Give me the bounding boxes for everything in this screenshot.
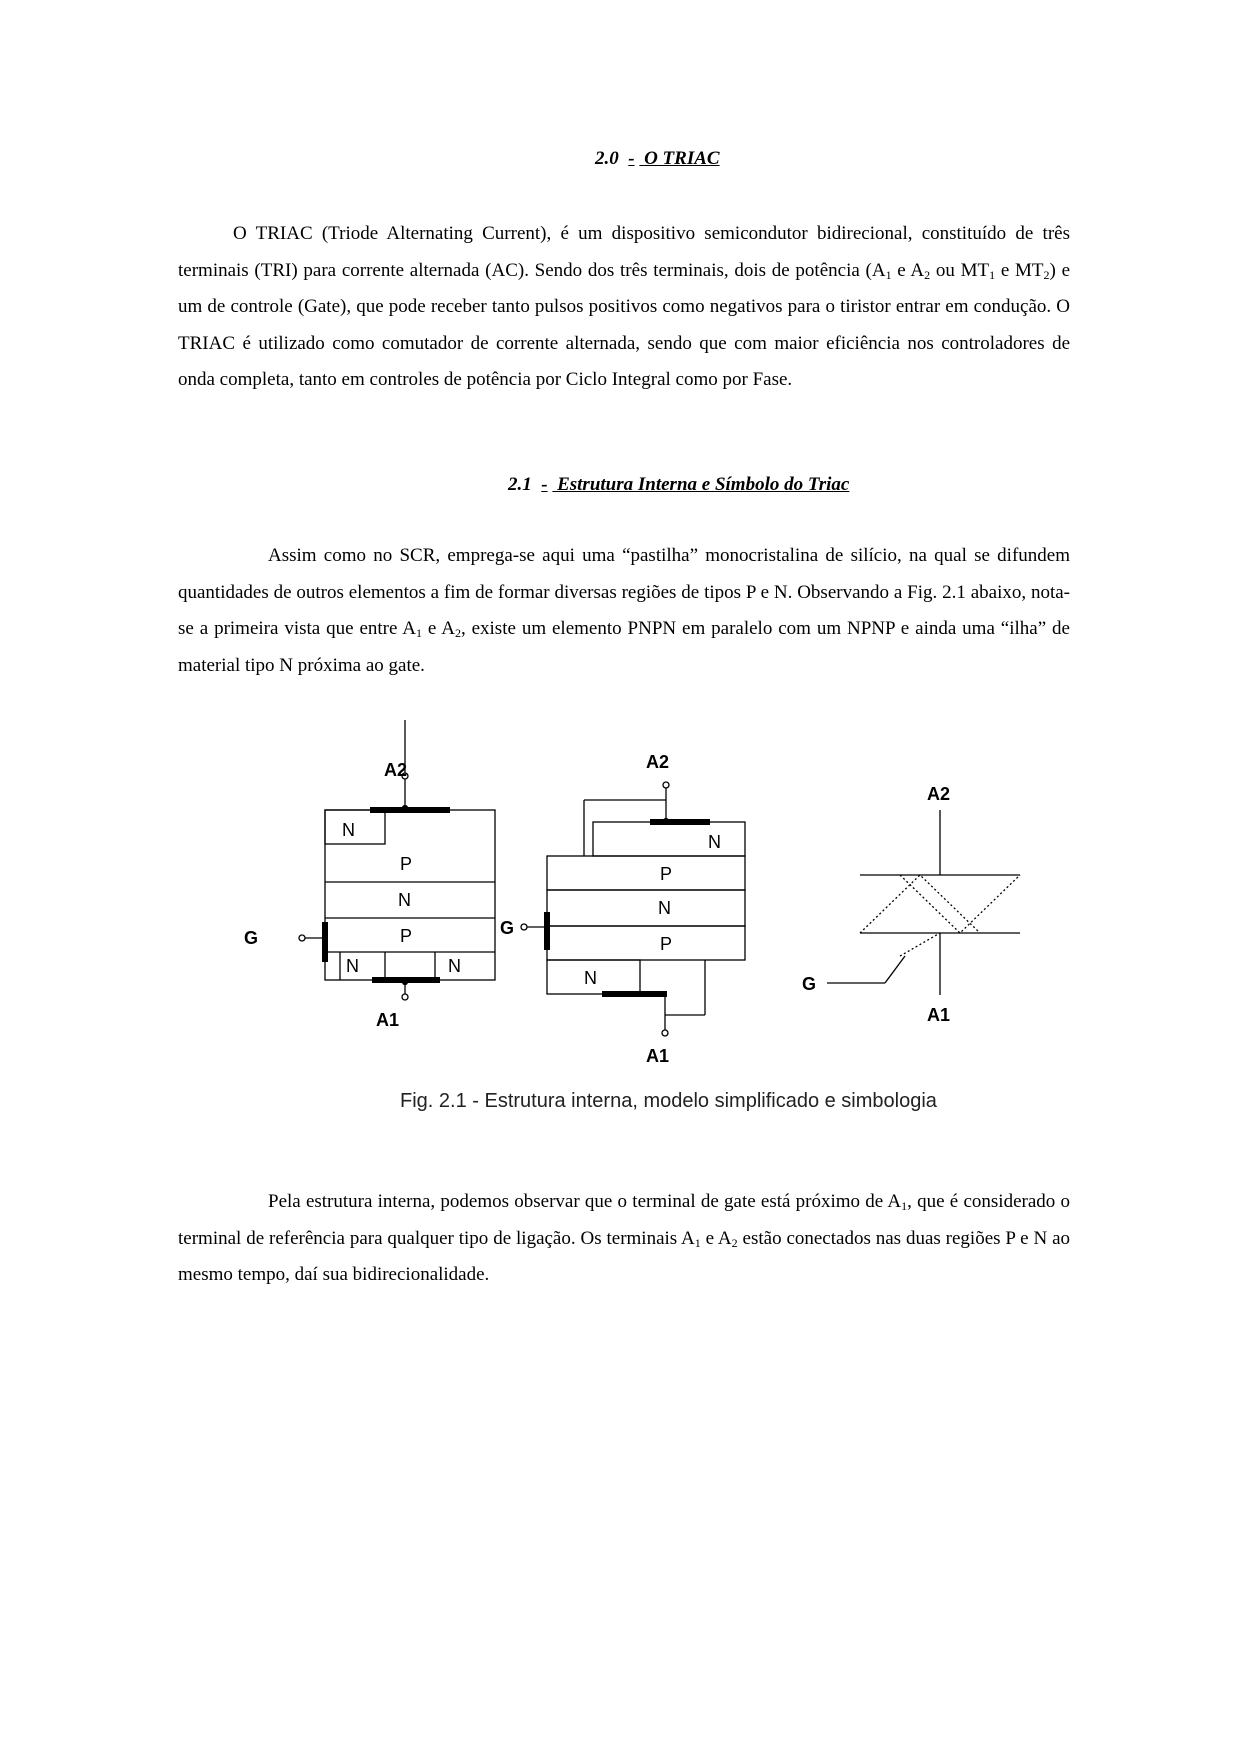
section-heading-2-1 — [508, 474, 849, 496]
triac-diagram — [244, 720, 1020, 1080]
n-island-top — [325, 810, 385, 844]
paragraph-triac-intro: O TRIAC (Triode Alternating Current), é um dispositivo semicondutor bidirecional, constituído de três terminais (TRI) para corrente alternada (AC). Sendo dos três terminais, dois de potência ($A_1$ e $A_2$ ou $MT_1$ e $MT_2$) e um de controle (Gate), que pode receber tanto pulsos positivos como negativos para o tiristor entrar em condução. O TRIAC é utilizado como comutador de corrente alternada, sendo que com maior eficiência nos controladores de onda completa, tanto em controles de potência por Ciclo Integral como por Fase. — [178, 223, 1071, 390]
section-number: 2.0 — [595, 148, 619, 169]
label-n: N — [346, 956, 359, 976]
label-g: G — [244, 928, 259, 948]
label-g: G — [802, 974, 817, 994]
label-a1: A1 — [927, 1005, 951, 1025]
label-p: P — [660, 864, 673, 884]
section-dash: - — [628, 148, 635, 169]
label-n: N — [342, 820, 355, 840]
label-p: P — [660, 934, 673, 954]
figure-2-1 — [244, 720, 1020, 1120]
label-n: N — [658, 898, 671, 918]
section-dash: - — [541, 474, 548, 495]
n-island-top — [593, 822, 745, 856]
label-a2: A2 — [384, 760, 408, 780]
paragraph-estrutura: Assim como no SCR, emprega-se aqui uma “pastilha” monocristalina de silício, na qual se difundem quantidades de outros elementos a fim de formar diversas regiões de tipos P e N. Observando a Fig. 2.1 abaixo, nota-se a primeira vista que entre $A_1$ e $A_2$, existe um elemento PNPN em paralelo com um NPNP e ainda uma “ilha” de material tipo N próxima ao gate. — [178, 545, 1070, 676]
triac-symbol-labels — [802, 784, 950, 1025]
section-title: Estrutura Interna e Símbolo do Triac — [557, 474, 850, 495]
label-p: P — [400, 854, 413, 874]
label-n: N — [398, 890, 411, 910]
label-n: N — [708, 832, 721, 852]
label-n: N — [448, 956, 461, 976]
label-a1: A1 — [376, 1010, 400, 1030]
label-a2: A2 — [646, 752, 670, 772]
label-a1: A1 — [646, 1046, 670, 1066]
section-title: O TRIAC — [644, 148, 720, 169]
figure-caption: Fig. 2.1 - Estrutura interna, modelo simplificado e simbologia — [400, 1090, 937, 1112]
section-number: 2.1 — [508, 474, 532, 495]
triac-symbol — [827, 810, 1020, 995]
label-g: G — [500, 918, 515, 938]
section-heading-2-0 — [595, 148, 720, 170]
internal-structure-labels — [244, 760, 461, 1030]
simplified-model-labels — [500, 752, 721, 1066]
label-a2: A2 — [927, 784, 951, 804]
simplified-model — [521, 782, 745, 1036]
label-n: N — [584, 968, 597, 988]
label-p: P — [400, 926, 413, 946]
paragraph-gate-reference: Pela estrutura interna, podemos observar que o terminal de gate está próximo de $A_1$, que é considerado o terminal de referência para qualquer tipo de ligação. Os terminais $A_1$ e $A_2$ estão conectados nas duas regiões P e N ao mesmo tempo, daí sua bidirecionalidade. — [178, 1191, 1071, 1285]
